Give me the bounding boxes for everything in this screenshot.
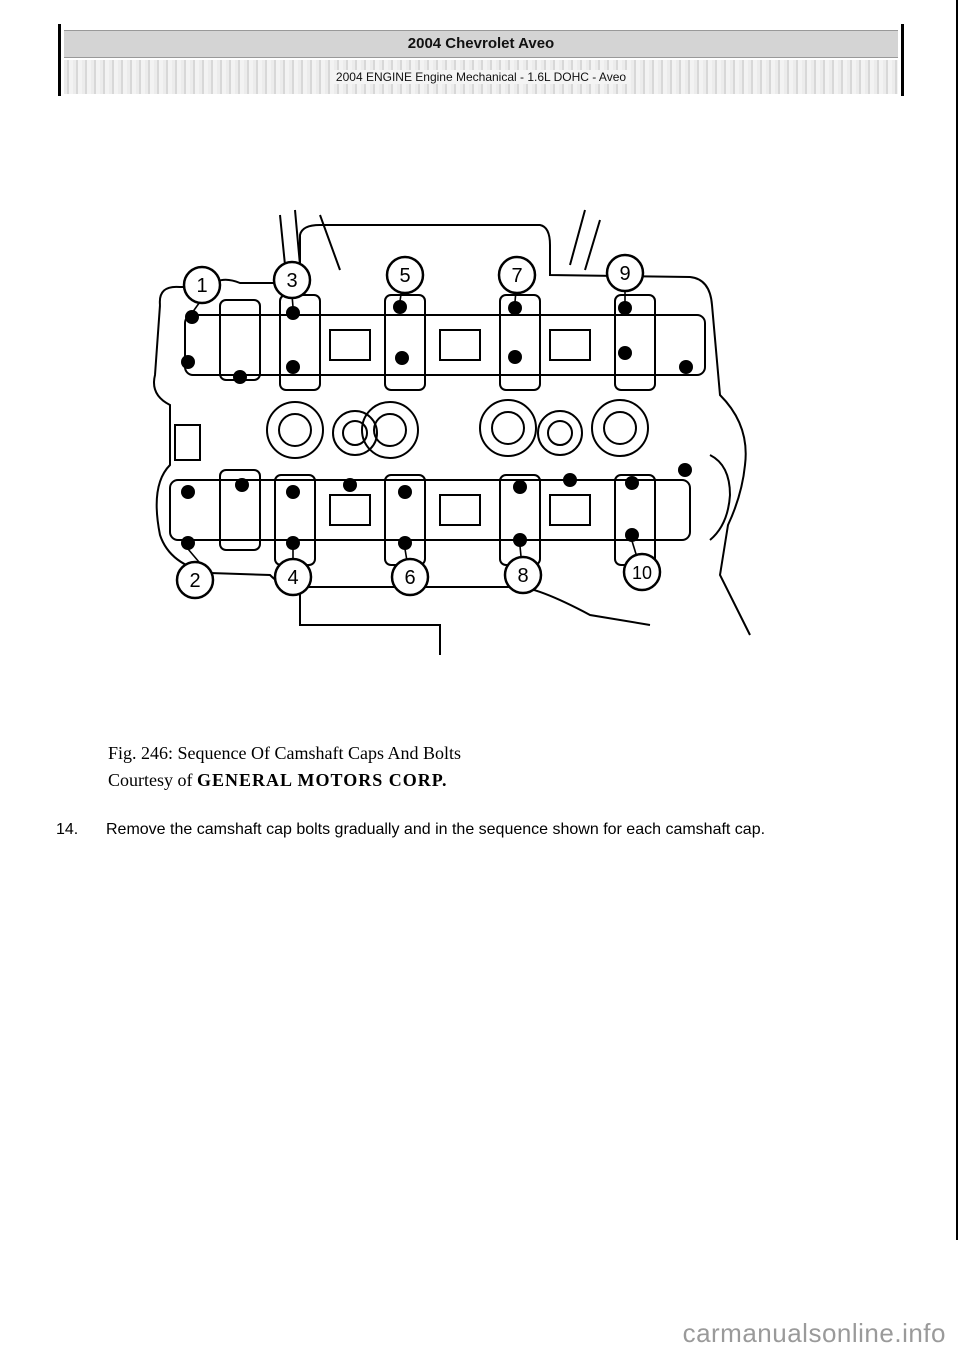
callout-9-label: 9 xyxy=(619,263,631,285)
step-number: 14. xyxy=(56,821,79,838)
callout-2-label: 2 xyxy=(189,570,201,592)
callout-1 xyxy=(184,267,220,303)
camshaft-cap-diagram xyxy=(130,195,780,675)
callout-6 xyxy=(392,559,428,595)
step-text: Remove the camshaft cap bolts gradually and in the sequence shown for each camshaft cap. xyxy=(106,821,766,838)
callout-5 xyxy=(387,257,423,293)
callout-10 xyxy=(624,554,660,590)
courtesy-prefix: Courtesy of xyxy=(108,770,197,790)
procedure-step xyxy=(56,816,906,843)
header-subtitle: 2004 ENGINE Engine Mechanical - 1.6L DOHC - Aveo xyxy=(332,70,630,84)
figure-caption-block xyxy=(108,740,461,794)
callout-5-label: 5 xyxy=(399,265,411,287)
callout-2 xyxy=(177,562,213,598)
figure-courtesy xyxy=(108,767,461,794)
callout-9 xyxy=(607,255,643,291)
callout-8-label: 8 xyxy=(517,565,529,587)
callout-7 xyxy=(499,257,535,293)
header-subtitle-band xyxy=(64,60,898,94)
callout-3 xyxy=(274,262,310,298)
callout-6-label: 6 xyxy=(404,567,416,589)
callout-3-label: 3 xyxy=(286,270,298,292)
page-right-border xyxy=(956,0,958,1240)
figure-caption: Fig. 246: Sequence Of Camshaft Caps And Bolts xyxy=(108,743,461,763)
callout-4-label: 4 xyxy=(287,567,299,589)
callout-1-label: 1 xyxy=(196,275,208,297)
header-left-rule xyxy=(58,24,61,96)
watermark-footer[interactable]: carmanualsonline.info xyxy=(682,1318,946,1348)
callout-4 xyxy=(275,559,311,595)
header-right-rule xyxy=(901,24,904,96)
callout-8 xyxy=(505,557,541,593)
callout-7-label: 7 xyxy=(511,265,523,287)
callout-10-label: 10 xyxy=(631,563,653,583)
header-title: 2004 Chevrolet Aveo xyxy=(64,30,898,58)
document-header xyxy=(58,24,904,96)
courtesy-organization: GENERAL MOTORS CORP. xyxy=(197,770,448,790)
